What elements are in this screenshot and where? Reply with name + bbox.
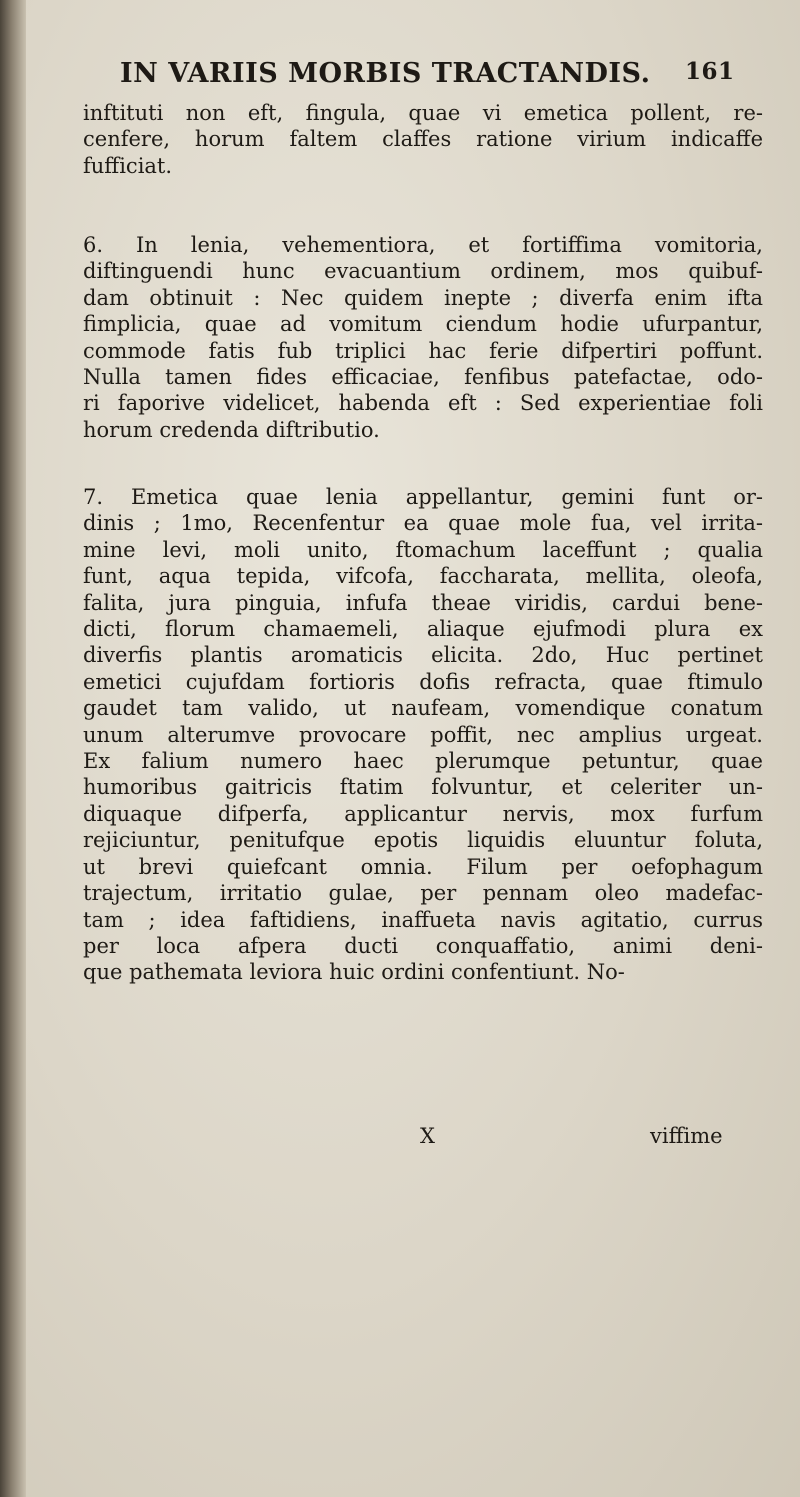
text-line: fufficiat. (83, 153, 173, 178)
text-line: funt, aqua tepida, vifcofa, faccharata, mellita, oleofa, (83, 564, 763, 589)
text-line: tam ; idea faftidiens, inaffueta navis agitatio, currus (83, 907, 763, 932)
text-line: dinis ; 1mo, Recenfentur ea quae mole fua, vel irrita- (83, 511, 763, 536)
text-line: inftituti non eft, fingula, quae vi emetica pollent, re- (83, 101, 763, 125)
text-line: dicti, florum chamaemeli, aliaque ejufmodi plura ex (83, 617, 763, 642)
text-line: falita, jura pinguia, infufa theae viridis, cardui bene- (83, 590, 763, 615)
text-line: mine levi, moli unito, ftomachum laceffunt ; qualia (83, 537, 763, 562)
text-line: diquaque difperfa, applicantur nervis, mox furfum (83, 801, 763, 826)
page-number: 161 (685, 58, 735, 85)
text-line: ri faporive videlicet, habenda eft : Sed experientiae foli (83, 391, 763, 416)
running-header (120, 58, 740, 89)
paragraph-2 (83, 232, 763, 443)
text-line: emetici cujufdam fortioris dofis refracta, quae ftimulo (83, 669, 763, 694)
text-line: ut brevi quiefcant omnia. Filum per oefophagum (83, 854, 763, 879)
text-line: diftinguendi hunc evacuantium ordinem, mos quibuf- (83, 259, 763, 284)
paragraph-1 (83, 100, 763, 179)
running-title: IN VARIIS MORBIS TRACTANDIS. (120, 58, 651, 89)
text-line: horum credenda diftributio. (83, 417, 380, 442)
text-line: rejiciuntur, penitufque epotis liquidis eluuntur foluta, (83, 828, 763, 853)
text-line: trajectum, irritatio gulae, per pennam oleo madefac- (83, 881, 763, 906)
paragraph-3 (83, 484, 763, 986)
text-line: 6. In lenia, vehementiora, et fortiffima vomitoria, (83, 233, 763, 257)
text-line: per loca afpera ducti conquaffatio, animi deni- (83, 933, 763, 958)
text-line: 7. Emetica quae lenia appellantur, gemini funt or- (83, 485, 763, 509)
text-line: diverfis plantis aromaticis elicita. 2do, Huc pertinet (83, 643, 763, 668)
text-line: que pathemata leviora huic ordini confentiunt. No- (83, 960, 625, 985)
text-line: unum alterumve provocare poffit, nec amplius urgeat. (83, 722, 763, 747)
binding-gutter (0, 0, 26, 1497)
text-line: gaudet tam valido, ut naufeam, vomendique conatum (83, 696, 763, 721)
page-footer (0, 1124, 800, 1154)
text-line: cenfere, horum faltem claffes ratione virium indicaffe (83, 127, 763, 152)
signature-mark: X (420, 1124, 435, 1148)
text-line: fimplicia, quae ad vomitum ciendum hodie ufurpantur, (83, 312, 763, 337)
text-line: humoribus gaitricis ftatim folvuntur, et celeriter un- (83, 775, 763, 800)
text-line: Nulla tamen fides efficaciae, fenfibus patefactae, odo- (83, 365, 763, 390)
catchword: viffime (650, 1124, 723, 1148)
text-line: Ex falium numero haec plerumque petuntur, quae (83, 749, 763, 774)
text-line: dam obtinuit : Nec quidem inepte ; diverfa enim ifta (83, 285, 763, 310)
text-line: commode fatis fub triplici hac ferie difpertiri poffunt. (83, 338, 763, 363)
